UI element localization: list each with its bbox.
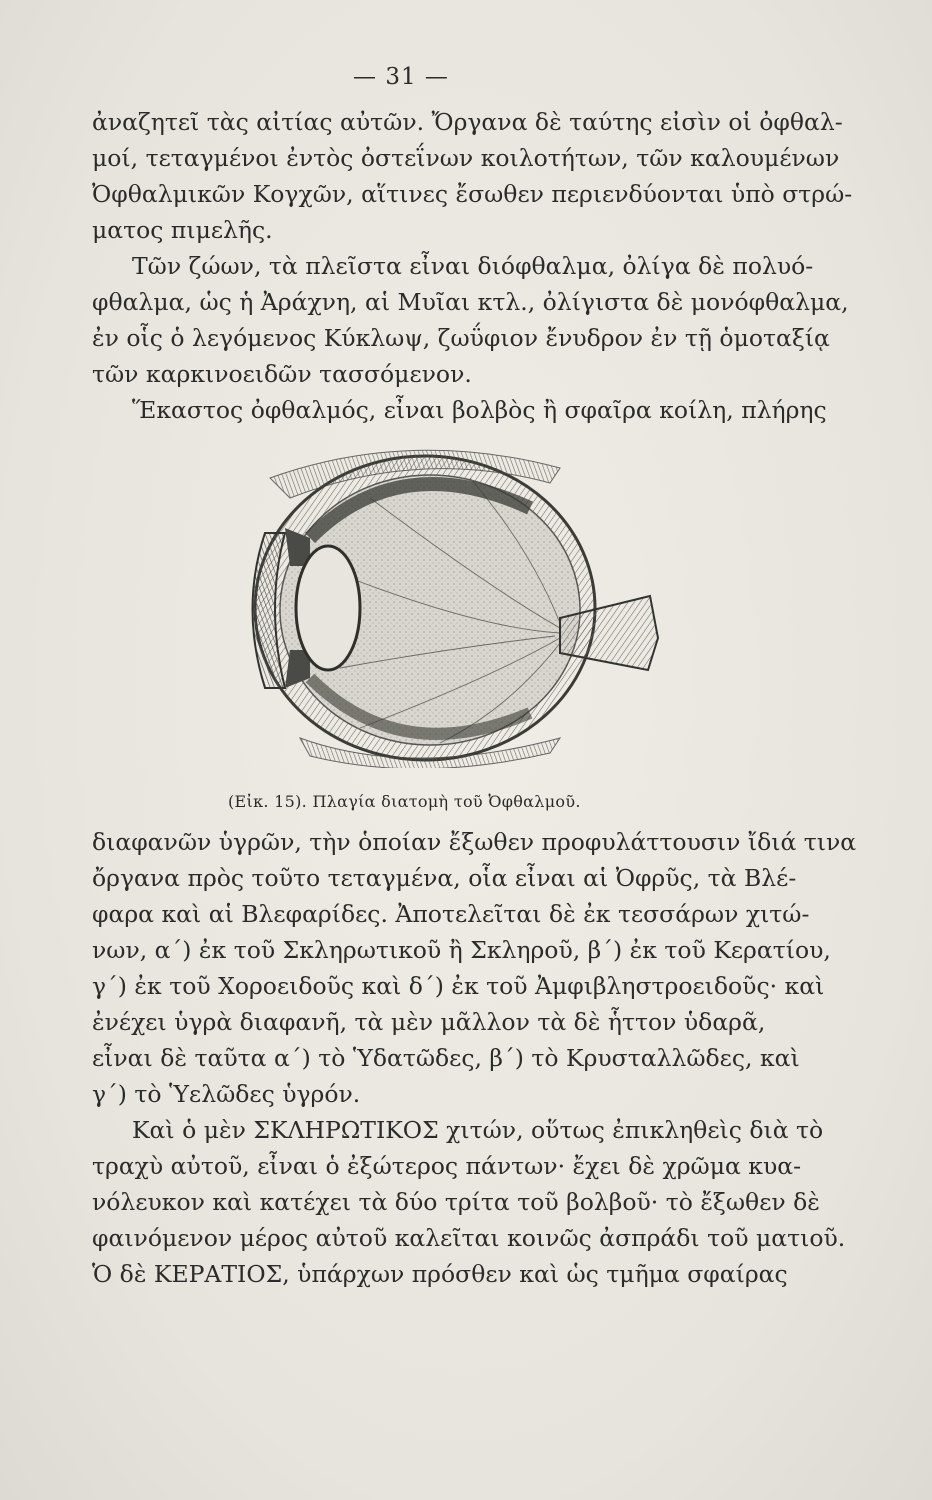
page-number: — 31 — — [353, 64, 449, 90]
text-block-top — [92, 104, 853, 428]
text-line: ὄργανα πρὸς τοῦτο τεταγμένα, οἷα εἶναι αἱ Ὀφρῦς, τὰ Βλέ- — [92, 864, 797, 892]
text-line: Τῶν ζώων, τὰ πλεῖστα εἶναι διόφθαλμα, ὀλίγα δὲ πολυό- — [132, 252, 814, 280]
text-line: φθαλμα, ὡς ἡ Ἀράχνη, αἱ Μυῖαι κτλ., ὀλίγιστα δὲ μονόφθαλμα, — [92, 288, 849, 316]
text-line: διαφανῶν ὑγρῶν, τὴν ὁποίαν ἔξωθεν προφυλάττουσιν ἴδιά τινα — [92, 828, 857, 856]
text-line: ἀναζητεῖ τὰς αἰτίας αὐτῶν. Ὄργανα δὲ ταύτης εἰσὶν οἱ ὀφθαλ- — [92, 108, 843, 136]
text-line: ἐνέχει ὑγρὰ διαφανῆ, τὰ μὲν μᾶλλον τὰ δὲ ἧττον ὑδαρᾶ, — [92, 1008, 766, 1036]
text-line: Ὀφθαλμικῶν Κογχῶν, αἵτινες ἔσωθεν περιενδύονται ὑπὸ στρώ- — [92, 180, 853, 208]
text-line: Ὁ δὲ ΚΕΡΑΤΙΟΣ, ὑπάρχων πρόσθεν καὶ ὡς τμῆμα σφαίρας — [92, 1260, 788, 1288]
text-line: ματος πιμελῆς. — [92, 216, 273, 244]
text-line: εἶναι δὲ ταῦτα α΄) τὸ Ὑδατῶδες, β΄) τὸ Κρυσταλλῶδες, καὶ — [92, 1044, 800, 1072]
eye-cross-section-illustration — [230, 438, 660, 768]
figure-caption: (Εἰκ. 15). Πλαγία διατομὴ τοῦ Ὀφθαλμοῦ. — [228, 792, 581, 811]
text-block-bottom — [92, 824, 857, 1292]
text-line: νόλευκον καὶ κατέχει τὰ δύο τρίτα τοῦ βολβοῦ· τὸ ἔξωθεν δὲ — [92, 1188, 820, 1216]
text-line: φαινόμενον μέρος αὐτοῦ καλεῖται κοινῶς ἀσπράδι τοῦ ματιοῦ. — [92, 1224, 846, 1252]
text-line: τῶν καρκινοειδῶν τασσόμενον. — [92, 360, 472, 388]
text-line: ἐν οἷς ὁ λεγόμενος Κύκλωψ, ζωΰφιον ἔνυδρον ἐν τῇ ὁμοταξίᾳ — [92, 324, 830, 352]
text-line: φαρα καὶ αἱ Βλεφαρίδες. Ἀποτελεῖται δὲ ἐκ τεσσάρων χιτώ- — [92, 900, 810, 928]
text-line: νων, α΄) ἐκ τοῦ Σκληρωτικοῦ ἢ Σκληροῦ, β΄) ἐκ τοῦ Κερατίου, — [92, 936, 831, 964]
text-line: Καὶ ὁ μὲν ΣΚΛΗΡΩΤΙΚΟΣ χιτών, οὕτως ἐπικληθεὶς διὰ τὸ — [132, 1116, 824, 1144]
text-line: γ΄) ἐκ τοῦ Χοροειδοῦς καὶ δ΄) ἐκ τοῦ Ἀμφιβληστροειδοῦς· καὶ — [92, 972, 825, 1000]
text-line: τραχὺ αὐτοῦ, εἶναι ὁ ἐξώτερος πάντων· ἔχει δὲ χρῶμα κυα- — [92, 1152, 802, 1180]
text-line: γ΄) τὸ Ὑελῶδες ὑγρόν. — [92, 1080, 361, 1108]
text-line: μοί, τεταγμένοι ἐντὸς ὀστεΐνων κοιλοτήτων, τῶν καλουμένων — [92, 144, 840, 172]
text-line: Ἕκαστος ὀφθαλμός, εἶναι βολβὸς ἢ σφαῖρα κοίλη, πλήρης — [132, 396, 827, 424]
